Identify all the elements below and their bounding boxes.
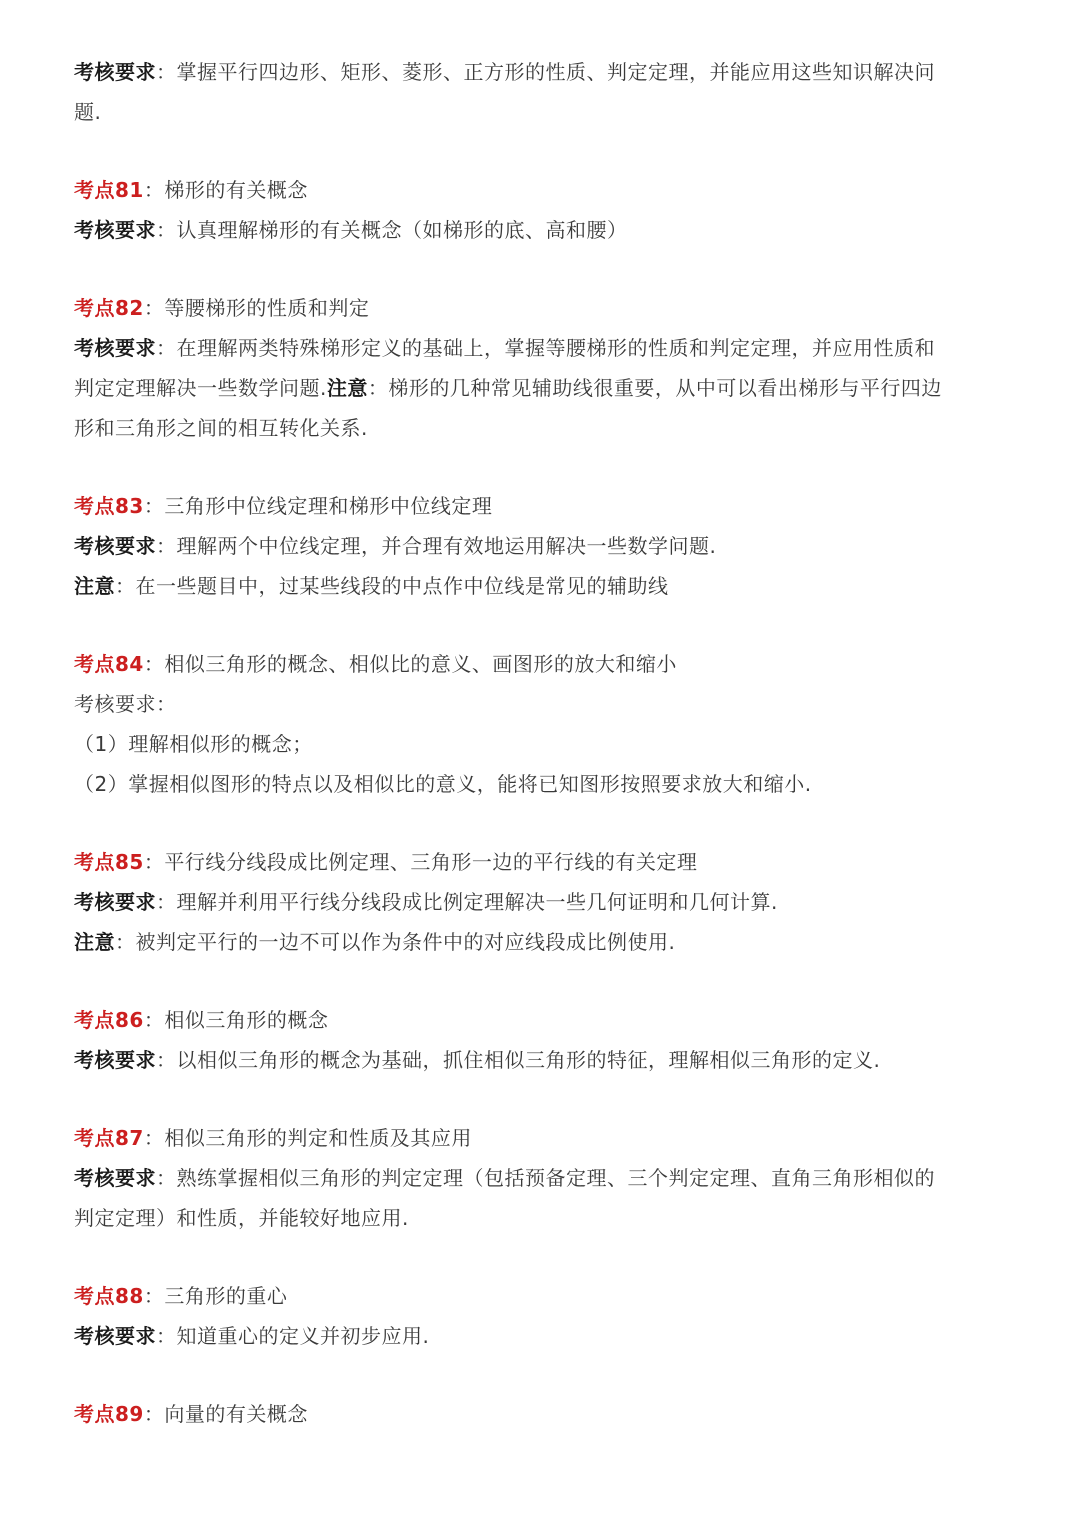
kaodian-83-requirement: 考核要求：理解两个中位线定理，并合理有效地运用解决一些数学问题. — [74, 534, 717, 558]
kaodian-tag: 考点87 — [74, 1126, 144, 1150]
requirement-text: 在理解两类特殊梯形定义的基础上，掌握等腰梯形的性质和判定定理，并应用性质和 — [176, 336, 935, 360]
requirement-label: 考核要求 — [74, 1166, 156, 1190]
kaodian-87-requirement-line2: 判定定理）和性质，并能较好地应用. — [74, 1206, 409, 1230]
kaodian-82-requirement-line1: 考核要求：在理解两类特殊梯形定义的基础上，掌握等腰梯形的性质和判定定理，并应用性质和 — [74, 336, 935, 360]
requirement-text: 认真理解梯形的有关概念（如梯形的底、高和腰） — [176, 218, 628, 242]
kaodian-88-requirement: 考核要求：知道重心的定义并初步应用. — [74, 1324, 430, 1348]
kaodian-title: 相似三角形的概念、相似比的意义、画图形的放大和缩小 — [164, 652, 677, 676]
note-text: 被判定平行的一边不可以作为条件中的对应线段成比例使用. — [135, 930, 676, 954]
kaodian-87-heading: 考点87：相似三角形的判定和性质及其应用 — [74, 1126, 472, 1150]
kaodian-85-requirement: 考核要求：理解并利用平行线分线段成比例定理解决一些几何证明和几何计算. — [74, 890, 778, 914]
document-page — [74, 52, 1014, 1434]
kaodian-82-requirement-line3: 形和三角形之间的相互转化关系. — [74, 416, 368, 440]
kaodian-tag: 考点83 — [74, 494, 144, 518]
requirement-text: 理解两个中位线定理，并合理有效地运用解决一些数学问题. — [176, 534, 717, 558]
intro-requirement-line2: 题. — [74, 100, 102, 124]
intro-requirement-line1: 考核要求：掌握平行四边形、矩形、菱形、正方形的性质、判定定理，并能应用这些知识解决问 — [74, 60, 935, 84]
kaodian-title: 相似三角形的概念 — [164, 1008, 329, 1032]
requirement-label: 考核要求 — [74, 1324, 156, 1348]
kaodian-84-requirement-label: 考核要求： — [74, 692, 177, 716]
kaodian-tag: 考点86 — [74, 1008, 144, 1032]
kaodian-87-requirement-line1: 考核要求：熟练掌握相似三角形的判定定理（包括预备定理、三个判定定理、直角三角形相似的 — [74, 1166, 935, 1190]
kaodian-82-requirement-line2: 判定定理解决一些数学问题.注意：梯形的几种常见辅助线很重要，从中可以看出梯形与平行四边 — [74, 376, 942, 400]
kaodian-86-heading: 考点86：相似三角形的概念 — [74, 1008, 329, 1032]
kaodian-tag: 考点82 — [74, 296, 144, 320]
kaodian-tag: 考点84 — [74, 652, 144, 676]
kaodian-title: 三角形中位线定理和梯形中位线定理 — [164, 494, 493, 518]
kaodian-83-heading: 考点83：三角形中位线定理和梯形中位线定理 — [74, 494, 493, 518]
requirement-label: 考核要求 — [74, 218, 156, 242]
kaodian-86-requirement: 考核要求：以相似三角形的概念为基础，抓住相似三角形的特征，理解相似三角形的定义. — [74, 1048, 881, 1072]
kaodian-82-heading: 考点82：等腰梯形的性质和判定 — [74, 296, 370, 320]
note-text: 梯形的几种常见辅助线很重要，从中可以看出梯形与平行四边 — [388, 376, 942, 400]
kaodian-title: 梯形的有关概念 — [164, 178, 308, 202]
requirement-label: 考核要求 — [74, 1048, 156, 1072]
kaodian-title: 三角形的重心 — [164, 1284, 288, 1308]
kaodian-89-heading: 考点89：向量的有关概念 — [74, 1402, 308, 1426]
requirement-label: 考核要求 — [74, 534, 156, 558]
requirement-text: 知道重心的定义并初步应用. — [176, 1324, 430, 1348]
kaodian-85-heading: 考点85：平行线分线段成比例定理、三角形一边的平行线的有关定理 — [74, 850, 698, 874]
requirement-label: 考核要求 — [74, 890, 156, 914]
kaodian-84-item-1: （1）理解相似形的概念； — [74, 732, 313, 756]
kaodian-83-note: 注意：在一些题目中，过某些线段的中点作中位线是常见的辅助线 — [74, 574, 669, 598]
note-label: 注意 — [74, 574, 115, 598]
kaodian-84-heading: 考点84：相似三角形的概念、相似比的意义、画图形的放大和缩小 — [74, 652, 677, 676]
kaodian-81-heading: 考点81：梯形的有关概念 — [74, 178, 308, 202]
kaodian-85-note: 注意：被判定平行的一边不可以作为条件中的对应线段成比例使用. — [74, 930, 676, 954]
kaodian-88-heading: 考点88：三角形的重心 — [74, 1284, 288, 1308]
requirement-text: 理解并利用平行线分线段成比例定理解决一些几何证明和几何计算. — [176, 890, 778, 914]
kaodian-title: 向量的有关概念 — [164, 1402, 308, 1426]
note-label: 注意 — [74, 930, 115, 954]
requirement-label: 考核要求 — [74, 60, 156, 84]
requirement-text: 掌握平行四边形、矩形、菱形、正方形的性质、判定定理，并能应用这些知识解决问 — [176, 60, 935, 84]
requirement-text: 以相似三角形的概念为基础，抓住相似三角形的特征，理解相似三角形的定义. — [176, 1048, 881, 1072]
requirement-text: 熟练掌握相似三角形的判定定理（包括预备定理、三个判定定理、直角三角形相似的 — [176, 1166, 935, 1190]
kaodian-title: 平行线分线段成比例定理、三角形一边的平行线的有关定理 — [164, 850, 698, 874]
kaodian-tag: 考点85 — [74, 850, 144, 874]
kaodian-tag: 考点81 — [74, 178, 144, 202]
kaodian-84-item-2: （2）掌握相似图形的特点以及相似比的意义，能将已知图形按照要求放大和缩小. — [74, 772, 812, 796]
requirement-label: 考核要求 — [74, 336, 156, 360]
kaodian-81-requirement: 考核要求：认真理解梯形的有关概念（如梯形的底、高和腰） — [74, 218, 628, 242]
note-label: 注意 — [326, 376, 368, 400]
kaodian-tag: 考点89 — [74, 1402, 144, 1426]
note-text: 在一些题目中，过某些线段的中点作中位线是常见的辅助线 — [135, 574, 669, 598]
kaodian-title: 相似三角形的判定和性质及其应用 — [164, 1126, 472, 1150]
kaodian-tag: 考点88 — [74, 1284, 144, 1308]
kaodian-title: 等腰梯形的性质和判定 — [164, 296, 370, 320]
